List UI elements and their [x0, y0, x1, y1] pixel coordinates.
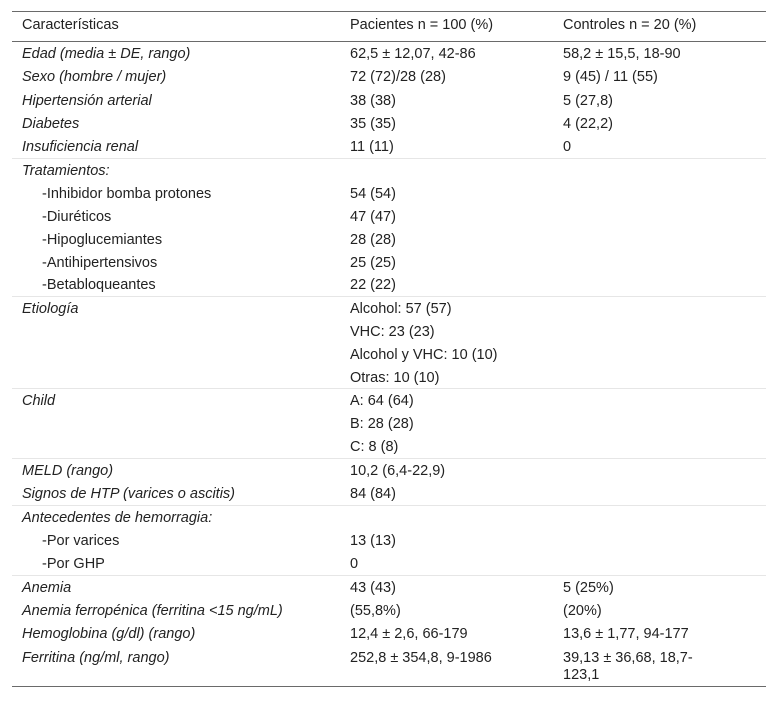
table-row-hipoglucemiantes	[12, 228, 766, 251]
pacientes-value: 12,4 ± 2,6, 66-179	[350, 626, 468, 643]
pacientes-value: VHC: 23 (23)	[350, 324, 435, 341]
pacientes-value: 47 (47)	[350, 209, 396, 226]
pacientes-value: 13 (13)	[350, 533, 396, 550]
table-row-etiologia-alcohol-vhc	[12, 343, 766, 366]
table-row-etiologia-vhc	[12, 320, 766, 343]
sub-row-label: -Inhibidor bomba protones	[42, 186, 212, 203]
pacientes-value: 38 (38)	[350, 92, 396, 109]
header-caracteristicas: Características	[22, 17, 119, 33]
pacientes-value: 28 (28)	[350, 231, 396, 248]
controles-value: 9 (45) / 11 (55)	[563, 69, 658, 86]
controles-value: 39,13 ± 36,68, 18,7-123,1	[563, 649, 693, 683]
row-label: Anemia ferropénica (ferritina <15 ng/mL)	[22, 603, 283, 620]
pacientes-value: B: 28 (28)	[350, 416, 414, 433]
controles-value: (20%)	[563, 603, 602, 620]
row-label: Sexo (hombre / mujer)	[22, 69, 167, 86]
pacientes-value: 54 (54)	[350, 186, 396, 203]
sub-row-label: -Hipoglucemiantes	[42, 231, 163, 248]
characteristics-table	[12, 11, 766, 687]
table-row-anemia	[12, 576, 766, 599]
table-row-insuficiencia-renal	[12, 135, 766, 158]
row-label: Hipertensión arterial	[22, 92, 152, 109]
table-row-ferritina	[12, 646, 766, 686]
sub-row-label: -Diuréticos	[42, 209, 112, 226]
pacientes-value: 11 (11)	[350, 139, 394, 156]
pacientes-value: 43 (43)	[350, 579, 396, 596]
table-row-diabetes	[12, 112, 766, 135]
table-row-htp	[12, 482, 766, 505]
header-controles: Controles n = 20 (%)	[563, 17, 697, 33]
row-label: Tratamientos:	[22, 163, 110, 180]
row-label: Edad (media ± DE, rango)	[22, 46, 191, 62]
sub-row-label: -Betabloqueantes	[42, 277, 156, 294]
table-row-edad	[12, 42, 766, 65]
table-row-por-varices	[12, 529, 766, 552]
row-label: Diabetes	[22, 115, 80, 132]
pacientes-value: 84 (84)	[350, 486, 396, 503]
pacientes-value: 25 (25)	[350, 254, 396, 271]
controles-value: 13,6 ± 1,77, 94-177	[563, 626, 689, 643]
controles-value: 0	[563, 139, 572, 156]
pacientes-value: (55,8%)	[350, 603, 401, 620]
row-label: Hemoglobina (g/dl) (rango)	[22, 626, 196, 643]
table-row-etiologia-otras	[12, 366, 766, 389]
table-row-betabloqueantes	[12, 273, 766, 296]
pacientes-value: 35 (35)	[350, 115, 396, 132]
table-row-hemorragia	[12, 506, 766, 529]
row-label: Signos de HTP (varices o ascitis)	[22, 486, 236, 503]
row-label: Antecedentes de hemorragia:	[22, 510, 213, 527]
controles-value: 58,2 ± 15,5, 18-90	[563, 46, 681, 62]
row-label: Child	[22, 393, 56, 410]
table-row-child	[12, 389, 766, 412]
row-label: Anemia	[22, 579, 72, 596]
table-row-ferropenica	[12, 599, 766, 622]
table-row-etiologia	[12, 297, 766, 320]
table-row-sexo	[12, 65, 766, 88]
row-label: Etiología	[22, 301, 79, 318]
table-row-meld	[12, 459, 766, 482]
bottom-rule	[12, 686, 766, 687]
controles-value: 5 (27,8)	[563, 92, 613, 109]
table-row-child-b	[12, 412, 766, 435]
pacientes-value: 10,2 (6,4-22,9)	[350, 462, 446, 479]
sub-row-label: -Antihipertensivos	[42, 254, 158, 271]
table-row-child-c	[12, 435, 766, 458]
table-row-hemoglobina	[12, 622, 766, 645]
controles-value: 4 (22,2)	[563, 115, 613, 132]
row-label: Ferritina (ng/ml, rango)	[22, 649, 170, 666]
pacientes-value: Otras: 10 (10)	[350, 369, 440, 386]
pacientes-value: 72 (72)/28 (28)	[350, 69, 446, 86]
sub-row-label: -Por varices	[42, 533, 120, 550]
pacientes-value: C: 8 (8)	[350, 439, 399, 456]
header-pacientes: Pacientes n = 100 (%)	[350, 17, 494, 33]
controles-value: 5 (25%)	[563, 579, 614, 596]
pacientes-value: Alcohol y VHC: 10 (10)	[350, 346, 498, 363]
row-label: Insuficiencia renal	[22, 139, 139, 156]
table-row-diureticos	[12, 205, 766, 228]
pacientes-value: 22 (22)	[350, 277, 396, 294]
sub-row-label: -Por GHP	[42, 556, 105, 573]
pacientes-value: 252,8 ± 354,8, 9-1986	[350, 649, 492, 666]
table-row-hta	[12, 89, 766, 112]
pacientes-value: A: 64 (64)	[350, 393, 414, 410]
table-row-tratamientos	[12, 159, 766, 182]
pacientes-value: 0	[350, 556, 359, 573]
pacientes-value: Alcohol: 57 (57)	[350, 301, 452, 318]
row-label: MELD (rango)	[22, 462, 114, 479]
table-row-por-ghp	[12, 552, 766, 575]
pacientes-value: 62,5 ± 12,07, 42-86	[350, 46, 476, 62]
table-row-ibp	[12, 182, 766, 205]
table-row-antihipertensivos	[12, 251, 766, 274]
header-row	[12, 12, 766, 41]
